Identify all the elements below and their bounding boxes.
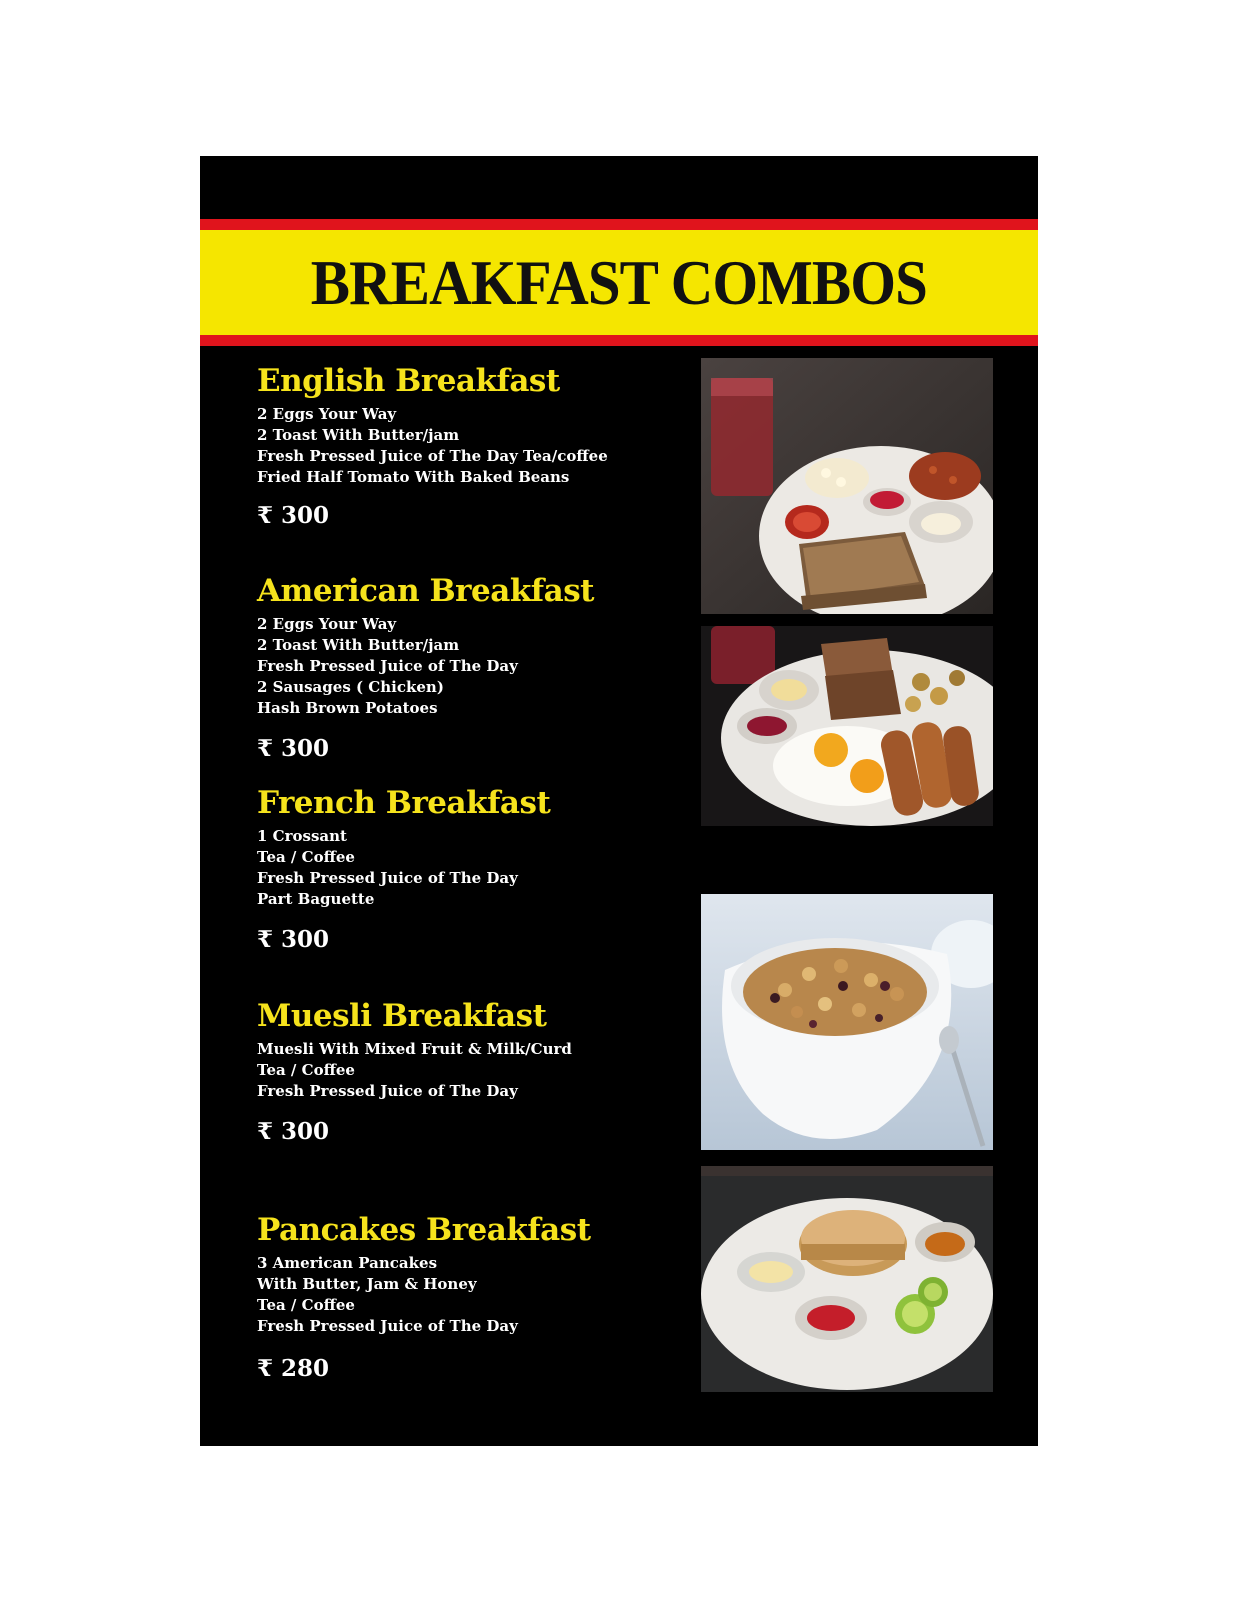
muesli-breakfast-photo [701,894,993,1150]
item-line: 2 Sausages ( Chicken) [257,678,444,696]
item-name: French Breakfast [257,785,551,821]
item-line: 2 Toast With Butter/jam [257,426,460,444]
item-price: ₹ 300 [257,735,330,762]
item-price: ₹ 280 [257,1355,330,1382]
menu-board [200,156,1038,1446]
item-description [257,614,677,719]
item-line: Tea / Coffee [257,848,355,866]
item-line: 3 American Pancakes [257,1254,438,1272]
item-name: English Breakfast [257,363,560,399]
item-name: American Breakfast [257,573,594,609]
item-price: ₹ 300 [257,926,330,953]
item-line: 2 Toast With Butter/jam [257,636,460,654]
item-line: Tea / Coffee [257,1296,355,1314]
item-line: With Butter, Jam & Honey [257,1275,477,1293]
pancakes-breakfast-photo [701,1166,993,1392]
item-line: Fresh Pressed Juice of The Day [257,869,518,887]
item-price: ₹ 300 [257,502,330,529]
item-line: Tea / Coffee [257,1061,355,1079]
item-line: Fresh Pressed Juice of The Day [257,1082,518,1100]
menu-item-muesli-breakfast [257,997,677,1146]
item-description [257,826,677,910]
english-breakfast-photo [701,358,993,614]
menu-item-french-breakfast [257,784,677,954]
item-line: Fried Half Tomato With Baked Beans [257,468,570,486]
item-line: Fresh Pressed Juice of The Day Tea/coffee [257,447,608,465]
item-name: Muesli Breakfast [257,998,547,1034]
item-line: Fresh Pressed Juice of The Day [257,1317,518,1335]
item-line: 2 Eggs Your Way [257,405,397,423]
item-description [257,1253,677,1337]
menu-title: BREAKFAST COMBOS [310,246,928,318]
item-description [257,1039,677,1102]
menu-item-american-breakfast [257,572,677,763]
menu-item-pancakes-breakfast [257,1211,677,1383]
item-line: 1 Crossant [257,827,347,845]
item-line: Muesli With Mixed Fruit & Milk/Curd [257,1040,572,1058]
item-name: Pancakes Breakfast [257,1212,591,1248]
item-line: Part Baguette [257,890,375,908]
item-description [257,404,677,488]
item-line: 2 Eggs Your Way [257,615,397,633]
american-breakfast-photo [701,626,993,826]
item-price: ₹ 300 [257,1118,330,1145]
menu-item-english-breakfast [257,362,677,530]
title-banner [200,219,1038,346]
item-line: Hash Brown Potatoes [257,699,438,717]
item-line: Fresh Pressed Juice of The Day [257,657,518,675]
